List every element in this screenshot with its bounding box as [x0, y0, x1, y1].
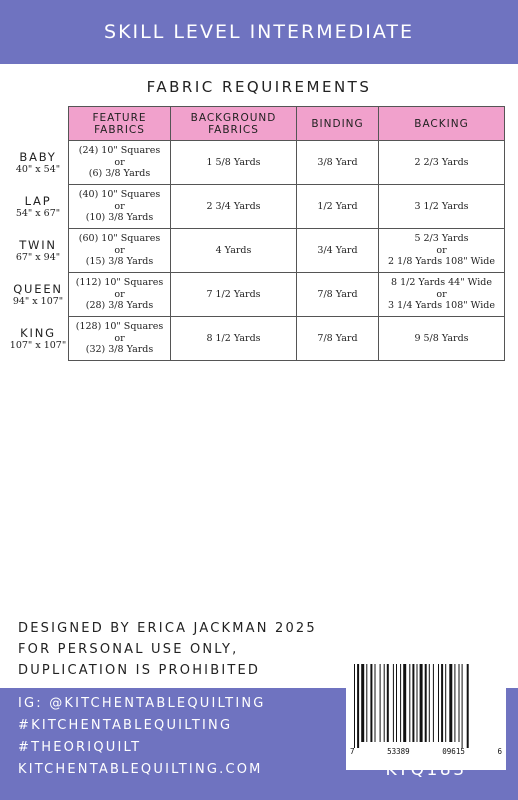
barcode-bar [429, 664, 430, 742]
binding-cell: 3/8 Yard [297, 141, 379, 185]
barcode-bar [417, 664, 418, 742]
feature-cell: (40) 10" Squares or (10) 3/8 Yards [69, 185, 171, 229]
binding-cell: 7/8 Yard [297, 273, 379, 317]
barcode-bar [357, 664, 359, 748]
feature-cell: (112) 10" Squares or (28) 3/8 Yards [69, 273, 171, 317]
table-row [69, 229, 505, 273]
fabric-requirements-table [68, 106, 505, 361]
skill-level-text: SKILL LEVEL INTERMEDIATE [104, 21, 414, 43]
table-row [69, 317, 505, 361]
designer-line: DESIGNED BY ERICA JACKMAN 2025 [18, 621, 317, 636]
column-header-background: BACKGROUND FABRICS [171, 107, 297, 141]
backing-cell: 9 5/8 Yards [379, 317, 505, 361]
backing-cell: 8 1/2 Yards 44" Wide or 3 1/4 Yards 108" Wide [379, 273, 505, 317]
hashtag-brand: #KITCHENTABLEQUILTING [18, 718, 233, 733]
background-cell: 8 1/2 Yards [171, 317, 297, 361]
barcode-bar [393, 664, 394, 742]
barcode-bar [454, 664, 455, 742]
size-label-queen: QUEEN 94" x 107" [12, 281, 64, 307]
skill-level-banner [0, 0, 518, 64]
barcode-bar [366, 664, 367, 742]
feature-cell: (128) 10" Squares or (32) 3/8 Yards [69, 317, 171, 361]
barcode-bar [396, 664, 397, 742]
backing-cell: 2 2/3 Yards [379, 141, 505, 185]
barcode-bar [438, 664, 439, 742]
feature-cell: (24) 10" Squares or (6) 3/8 Yards [69, 141, 171, 185]
binding-cell: 7/8 Yard [297, 317, 379, 361]
instagram-handle: IG: @KITCHENTABLEQUILTING [18, 696, 266, 711]
barcode-bar [375, 664, 376, 742]
binding-cell: 3/4 Yard [297, 229, 379, 273]
background-cell: 7 1/2 Yards [171, 273, 297, 317]
column-header-binding: BINDING [297, 107, 379, 141]
website-link[interactable]: KITCHENTABLEQUILTING.COM [18, 762, 263, 777]
size-label-baby: BABY 40" x 54" [15, 149, 61, 175]
column-header-feature: FEATURE FABRICS [69, 107, 171, 141]
barcode-bar [462, 664, 463, 748]
barcode-bar [380, 664, 381, 742]
product-code: KTQ183 [385, 760, 467, 780]
background-cell: 4 Yards [171, 229, 297, 273]
barcode-bar [420, 664, 423, 742]
table-row [69, 185, 505, 229]
backing-cell: 5 2/3 Yards or 2 1/8 Yards 108" Wide [379, 229, 505, 273]
size-labels [8, 106, 68, 360]
barcode-bar [409, 664, 410, 742]
barcode-bar [403, 664, 406, 742]
background-cell: 2 3/4 Yards [171, 185, 297, 229]
hashtag-pattern: #THEORIQUILT [18, 740, 142, 755]
barcode-digits: 7 53389 09615 6 [350, 747, 502, 756]
barcode-bar [459, 664, 460, 742]
table-row [69, 141, 505, 185]
size-label-king: KING 107" x 107" [9, 325, 67, 351]
background-cell: 1 5/8 Yards [171, 141, 297, 185]
barcode-bar [441, 664, 443, 742]
barcode-bar [412, 664, 414, 742]
barcode [346, 658, 506, 770]
table-row [69, 273, 505, 317]
size-label-lap: LAP 54" x 67" [15, 193, 61, 219]
personal-use-line: FOR PERSONAL USE ONLY, [18, 642, 239, 657]
column-header-backing: BACKING [379, 107, 505, 141]
barcode-bar [384, 664, 385, 742]
barcode-bar [449, 664, 452, 742]
barcode-bar [400, 664, 401, 742]
size-label-twin: TWIN 67" x 94" [15, 237, 61, 263]
section-title: FABRIC REQUIREMENTS [146, 78, 372, 96]
barcode-bar [425, 664, 427, 742]
barcode-bar [354, 664, 355, 748]
feature-cell: (60) 10" Squares or (15) 3/8 Yards [69, 229, 171, 273]
barcode-bar [370, 664, 372, 742]
binding-cell: 1/2 Yard [297, 185, 379, 229]
backing-cell: 3 1/2 Yards [379, 185, 505, 229]
table-header-row [69, 107, 505, 141]
copyright-notice [18, 618, 348, 681]
barcode-bar [467, 664, 469, 748]
barcode-bars [354, 664, 498, 748]
barcode-bar [433, 664, 434, 742]
barcode-bar [361, 664, 364, 742]
social-links [18, 693, 266, 781]
barcode-bar [445, 664, 446, 742]
duplication-line: DUPLICATION IS PROHIBITED [18, 663, 261, 678]
barcode-bar [387, 664, 389, 742]
